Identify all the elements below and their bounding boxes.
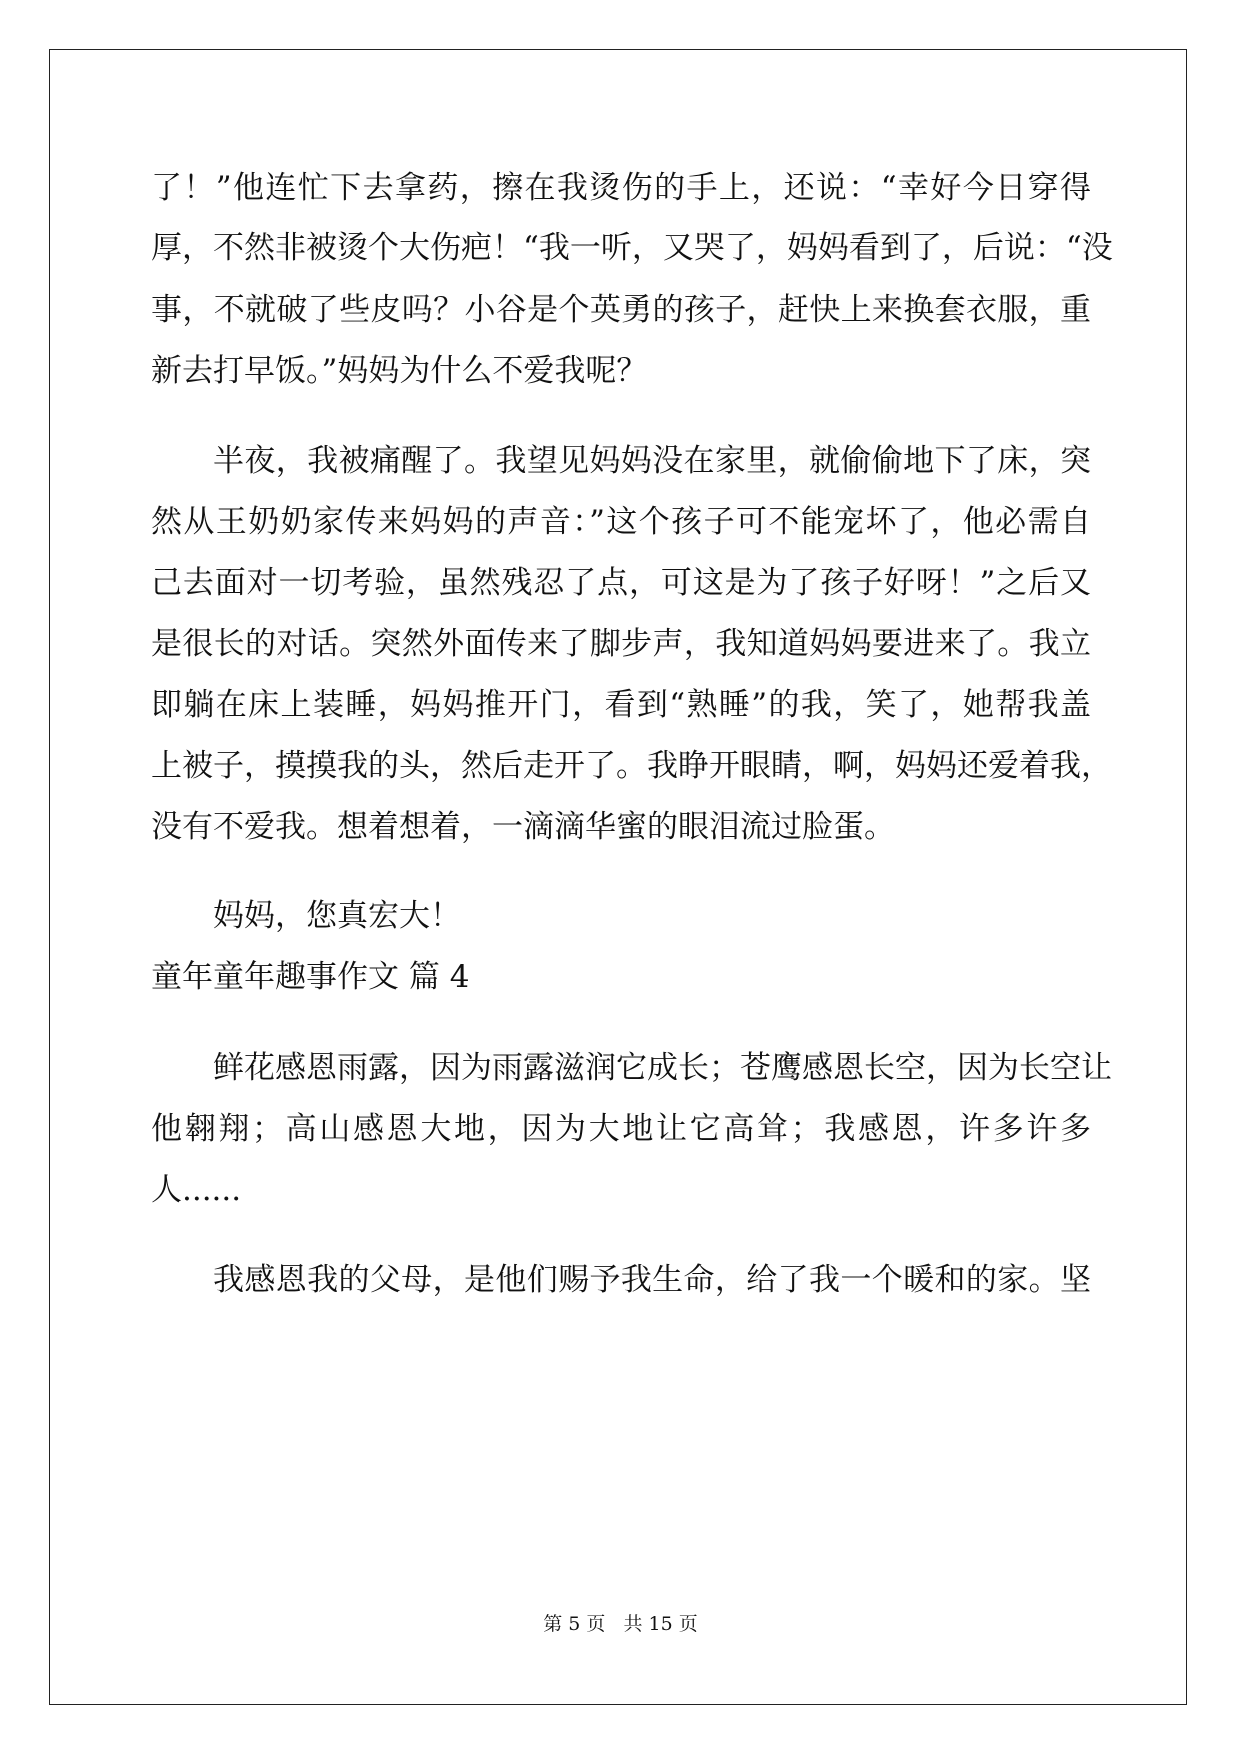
paragraph-first-line: 妈妈，您真宏大！: [213, 898, 461, 934]
text-line: 然从王奶奶家传来妈妈的声音：”这个孩子可不能宠坏了，他必需自: [151, 504, 1091, 540]
page-total: 共 15 页: [623, 1613, 698, 1635]
text-line: 人......: [151, 1172, 242, 1208]
text-line: 上被子，摸摸我的头，然后走开了。我睁开眼睛，啊，妈妈还爱着我，: [151, 748, 1112, 784]
page-footer: [0, 1612, 1241, 1636]
text-line: 事，不就破了些皮吗？小谷是个英勇的孩子，赶快上来换套衣服，重: [151, 292, 1091, 328]
text-line: 己去面对一切考验，虽然残忍了点，可这是为了孩子好呀！”之后又: [151, 565, 1091, 601]
text-line: 他翱翔；高山感恩大地，因为大地让它高耸；我感恩，许多许多: [151, 1111, 1091, 1147]
section-heading: 童年童年趣事作文 篇 4: [151, 959, 470, 995]
text-line: 新去打早饭。”妈妈为什么不爱我呢？: [151, 353, 648, 389]
paragraph-first-line: 鲜花感恩雨露，因为雨露滋润它成长；苍鹰感恩长空，因为长空让: [213, 1050, 1112, 1086]
text-line: 即躺在床上装睡，妈妈推开门，看到“熟睡”的我，笑了，她帮我盖: [151, 687, 1091, 723]
text-line: 厚，不然非被烫个大伤疤！“我一听，又哭了，妈妈看到了，后说：“没: [151, 230, 1113, 266]
text-line: 了！”他连忙下去拿药，擦在我烫伤的手上，还说：“幸好今日穿得: [151, 170, 1091, 206]
paragraph-first-line: 我感恩我的父母，是他们赐予我生命，给了我一个暖和的家。坚: [213, 1262, 1091, 1298]
text-line: 是很长的对话。突然外面传来了脚步声，我知道妈妈要进来了。我立: [151, 626, 1091, 662]
paragraph-first-line: 半夜，我被痛醒了。我望见妈妈没在家里，就偷偷地下了床，突: [213, 443, 1091, 479]
page-number: 第 5 页: [543, 1613, 606, 1635]
text-line: 没有不爱我。想着想着，一滴滴华蜜的眼泪流过脸蛋。: [151, 809, 895, 845]
